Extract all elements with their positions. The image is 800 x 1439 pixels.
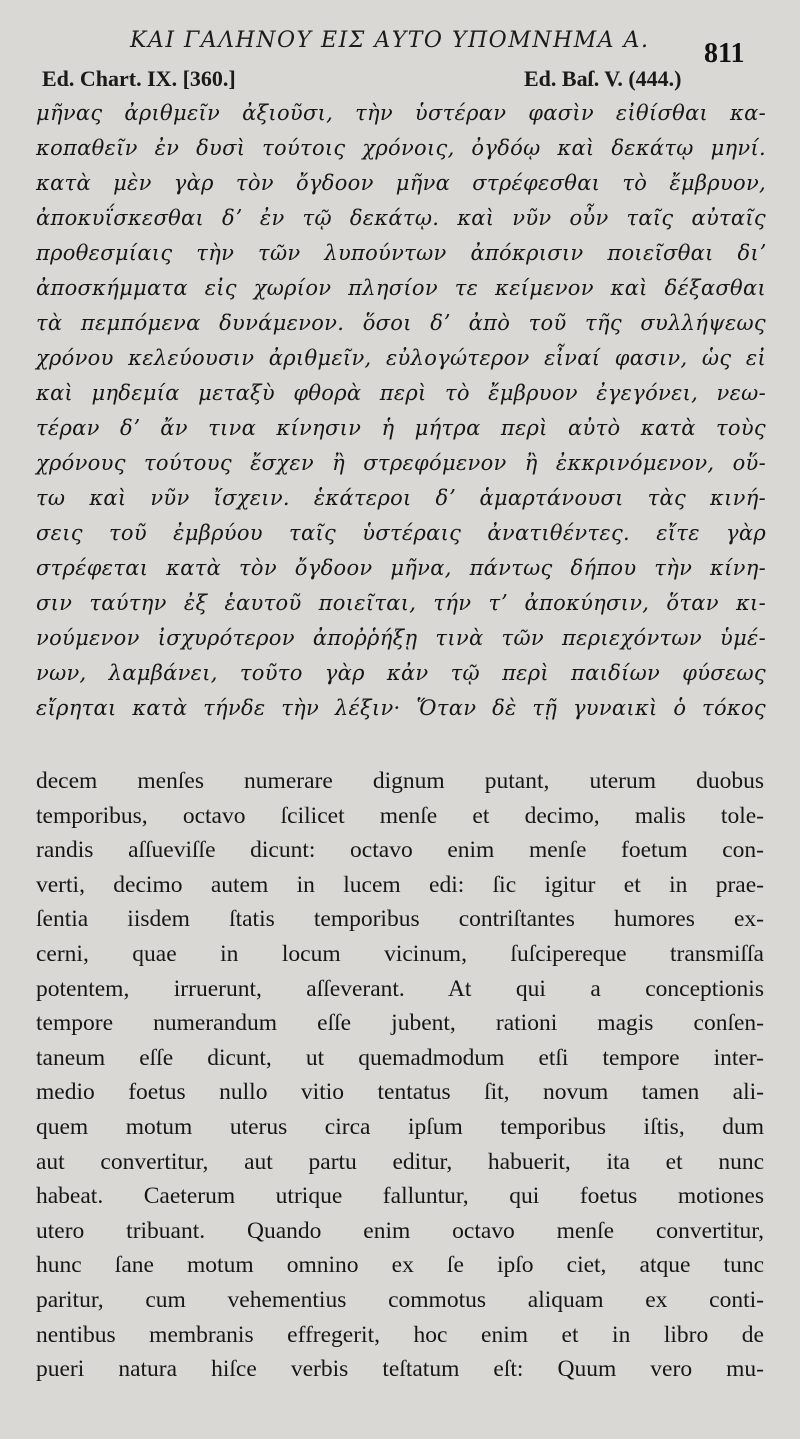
latin-text-line: randis aſſueviſſe dicunt: octavo enim menſe foetum con- [36, 837, 764, 864]
latin-text-line: habeat. Caeterum utrique falluntur, qui foetus motiones [36, 1183, 764, 1210]
latin-text-line: potentem, irruerunt, aſſeverant. At qui a conceptionis [36, 975, 764, 1002]
greek-text-line: στρέφεται κατὰ τὸν ὄγδοον μῆνα, πάντως δήπου τὴν κίνη- [36, 556, 766, 580]
latin-text-line: verti, decimo autem in lucem edi: ſic igitur et in prae- [36, 871, 764, 898]
greek-text-line: κατὰ μὲν γὰρ τὸν ὄγδοον μῆνα στρέφεσθαι τὸ ἔμβρυον, [36, 171, 766, 195]
latin-text-line: medio foetus nullo vitio tentatus ſit, novum tamen ali- [36, 1079, 764, 1106]
greek-text-line: ἀποκυΐσκεσθαι δʼ ἐν τῷ δεκάτῳ. καὶ νῦν οὖν ταῖς αὐταῖς [36, 206, 766, 230]
greek-text-line: μῆνας ἀριθμεῖν ἀξιοῦσι, τὴν ὑστέραν φασὶν εἰθίσθαι κα- [36, 101, 766, 125]
latin-text-line: pueri natura hiſce verbis teſtatum eſt: Quum vero mu- [36, 1356, 764, 1383]
latin-text-line: tempore numerandum eſſe jubent, rationi magis conſen- [36, 1010, 764, 1037]
latin-text-line: taneum eſſe dicunt, ut quemadmodum etſi tempore inter- [36, 1044, 764, 1071]
greek-text-line: σεις τοῦ ἐμβρύου ταῖς ὑστέραις ἀνατιθέντες. εἴτε γὰρ [36, 521, 766, 545]
greek-text-line: χρόνου κελεύουσιν ἀριθμεῖν, εὐλογώτερον εἶναί φασιν, ὡς εἰ [36, 346, 766, 370]
greek-text-line: καὶ μηδεμία μεταξὺ φθορὰ περὶ τὸ ἔμβρυον ἐγεγόνει, νεω- [36, 381, 766, 405]
latin-text-line: decem menſes numerare dignum putant, uterum duobus [36, 768, 764, 794]
greek-text-line: ἀποσκήμματα εἰς χωρίον πλησίον τε κείμενον καὶ δέξασθαι [36, 276, 766, 300]
greek-text-line: νων, λαμβάνει, τοῦτο γὰρ κἀν τῷ περὶ παιδίων φύσεως [36, 661, 766, 685]
greek-text-line: χρόνους τούτους ἔσχεν ἢ στρεφόμενον ἢ ἐκκρινόμενον, οὕ- [36, 451, 766, 475]
greek-text-line: νούμενον ἰσχυρότερον ἀποῤῥήξῃ τινὰ τῶν περιεχόντων ὑμέ- [36, 626, 766, 650]
edition-reference-chart: Ed. Chart. IX. [360.] [42, 66, 236, 91]
greek-text-line: κοπαθεῖν ἐν δυσὶ τούτοις χρόνοις, ὀγδόῳ καὶ δεκάτῳ μηνί. [36, 136, 766, 160]
latin-text-line: aut convertitur, aut partu editur, habuerit, ita et nunc [36, 1148, 764, 1175]
latin-text-line: temporibus, octavo ſcilicet menſe et decimo, malis tole- [36, 802, 764, 829]
greek-text-line: τω καὶ νῦν ἴσχειν. ἑκάτεροι δʼ ἁμαρτάνουσι τὰς κινή- [36, 486, 766, 510]
page-number: 811 [704, 38, 745, 69]
running-title: ΚΑΙ ΓΑΛΗΝΟΥ ΕΙΣ ΑΥΤΟ ΥΠΟΜΝΗΜΑ Α. [130, 28, 650, 53]
greek-text-line: σιν ταύτην ἐξ ἑαυτοῦ ποιεῖται, τήν τʼ ἀποκύησιν, ὅταν κι- [36, 591, 766, 615]
greek-text-line: τὰ πεμπόμενα δυνάμενον. ὅσοι δʼ ἀπὸ τοῦ τῆς συλλήψεως [36, 311, 766, 335]
edition-reference-basel: Ed. Baſ. V. (444.) [524, 66, 682, 91]
latin-text-line: utero tribuant. Quando enim octavo menſe convertitur, [36, 1217, 764, 1244]
greek-text-line: τέραν δʼ ἄν τινα κίνησιν ἡ μήτρα περὶ αὐτὸ κατὰ τοὺς [36, 416, 766, 440]
latin-text-line: quem motum uterus circa ipſum temporibus iſtis, dum [36, 1113, 764, 1140]
latin-text-line: nentibus membranis effregerit, hoc enim et in libro de [36, 1321, 764, 1348]
latin-text-block [36, 764, 764, 1387]
greek-text-line: εἴρηται κατὰ τήνδε τὴν λέξιν· Ὅταν δὲ τῇ γυναικὶ ὁ τόκος [36, 696, 766, 720]
greek-text-line: προθεσμίαις τὴν τῶν λυπούντων ἀπόκρισιν ποιεῖσθαι διʼ [36, 241, 766, 265]
latin-text-line: ſentia iisdem ſtatis temporibus contriſtantes humores ex- [36, 906, 764, 933]
latin-text-line: cerni, quae in locum vicinum, ſuſcipereque transmiſſa [36, 940, 764, 967]
latin-text-line: paritur, cum vehementius commotus aliquam ex conti- [36, 1286, 764, 1313]
latin-text-line: hunc ſane motum omnino ex ſe ipſo ciet, atque tunc [36, 1252, 764, 1279]
greek-text-block [36, 96, 766, 726]
